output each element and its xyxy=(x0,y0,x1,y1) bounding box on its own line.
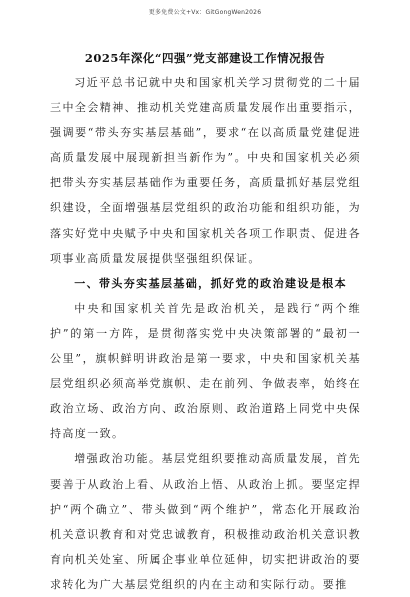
body-paragraph: 增强政治功能。基层党组织要推动高质量发展，首先要善于从政治上看、从政治上悟、从政治上抓。要坚定捍护“两个确立”、带头做到“两个维护”，常态化开展政治机关意识教育和对党忠诚教育，积极推动政治机关意识教育向机关处室、所属企事业单位延伸，切实把讲政治的要求转化为广大基层党组织的内在主动和实际行动。要推 xyxy=(50,452,361,591)
body-paragraph: 中央和国家机关首先是政治机关，是践行“两个维护”的第一方阵，是贯彻落实党中央决策部署的“最初一公里”，旗帜鲜明讲政治是第一要求，中央和国家机关基层党组织必须高举党旗帜、走在前列、争做表率，始终在政治立场、政治方向、政治原则、政治道路上同党中央保持高度一致。 xyxy=(50,301,361,441)
header-note: 更多免费公文+Vx：GitGongWen2026 xyxy=(148,9,262,16)
document-title: 2025年深化“四强”党支部建设工作情况报告 xyxy=(84,51,326,65)
section-heading: 一、带头夯实基层基础，抓好党的政治建设是根本 xyxy=(74,276,347,290)
document-body xyxy=(50,70,361,597)
intro-paragraph: 习近平总书记就中央和国家机关学习贯彻党的二十届三中全会精神、推动机关党建高质量发展作出重要指示，强调要“带头夯实基层基础”，要求“在以高质量党建促进高质量发展中展现新担当新作为”。中央和国家机关必须把带头夯实基层基础作为重要任务，高质量抓好基层党组织建设，全面增强基层党组织的政治功能和组织功能，为落实好党中央赋予中央和国家机关各项工作职责、促进各项事业高质量发展提供坚强组织保证。 xyxy=(50,76,361,265)
